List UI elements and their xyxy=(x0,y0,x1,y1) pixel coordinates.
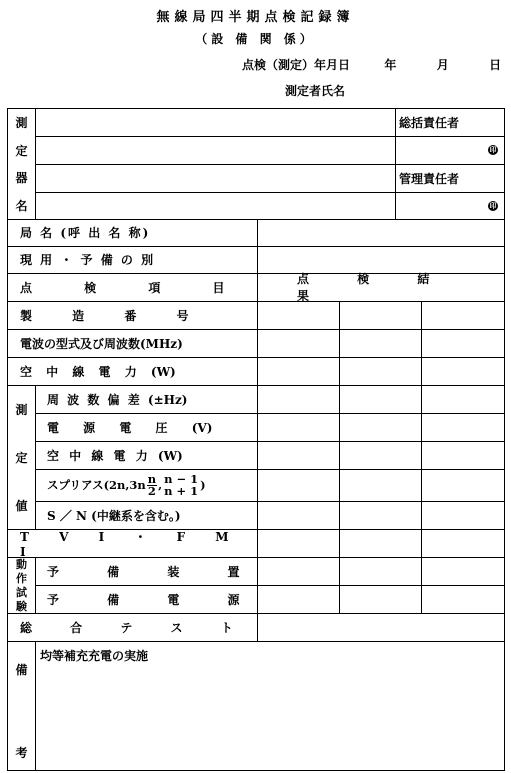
measurer-name-label: 測定者氏名 xyxy=(285,84,346,98)
instrument-name-label: 測 定 器 名 xyxy=(15,116,28,213)
seal-icon: 印 xyxy=(489,145,497,154)
check-item-header: 点 検 項 目 xyxy=(20,280,225,295)
antenna-power-label: 空 中 線 電 力 (W) xyxy=(20,364,176,379)
page-subtitle: （設 備 関 係） xyxy=(195,32,316,46)
inspection-date-label: 点検（測定）年月日 xyxy=(242,58,351,72)
page-title: 無線局四半期点検記録簿 xyxy=(156,10,355,25)
manager-label: 管理責任者 xyxy=(399,171,460,186)
measured-value-label: 測 定 値 xyxy=(15,402,28,513)
frequency-deviation-label: 周 波 数 偏 差 (±Hz) xyxy=(47,392,188,407)
active-standby-label: 現 用 ・ 予 備 の 別 xyxy=(20,253,156,267)
general-manager-seal xyxy=(395,136,504,164)
check-result-header: 点 検 結 果 xyxy=(297,272,430,303)
tvi-fmi-label: T V I ・ F M I xyxy=(20,529,229,559)
signal-noise-label: S ／ N (中継系を含む。) xyxy=(47,508,181,523)
general-manager-label: 総括責任者 xyxy=(399,116,460,130)
spurious-label: スプリアス(2n,3n n 2 , n − 1 n + 1 ) xyxy=(47,471,206,498)
emission-type-label: 電波の型式及び周波数(MHz) xyxy=(20,336,183,351)
year-label: 年 xyxy=(384,58,397,72)
supply-voltage-label: 電 源 電 圧 (V) xyxy=(47,420,213,435)
remarks-label: 備 考 xyxy=(15,663,28,760)
operation-test-label: 動 作 試 験 xyxy=(16,557,27,613)
remarks-text: 均等補充充電の実施 xyxy=(40,649,149,663)
inspection-table xyxy=(7,108,505,771)
manager-seal xyxy=(395,192,504,219)
antenna-power-measured-label: 空 中 線 電 力 (W) xyxy=(47,448,183,463)
station-name-label: 局 名 (呼 出 名 称) xyxy=(20,226,151,240)
standby-device-label: 予 備 装 置 xyxy=(47,564,240,579)
seal-icon: 印 xyxy=(489,200,497,210)
day-label: 日 xyxy=(489,58,502,72)
inspection-date-line xyxy=(242,56,501,73)
serial-number-label: 製 造 番 号 xyxy=(20,308,189,323)
standby-power-label: 予 備 電 源 xyxy=(47,592,240,607)
total-test-label: 総 合 テ ス ト xyxy=(20,620,233,635)
month-label: 月 xyxy=(436,58,449,72)
